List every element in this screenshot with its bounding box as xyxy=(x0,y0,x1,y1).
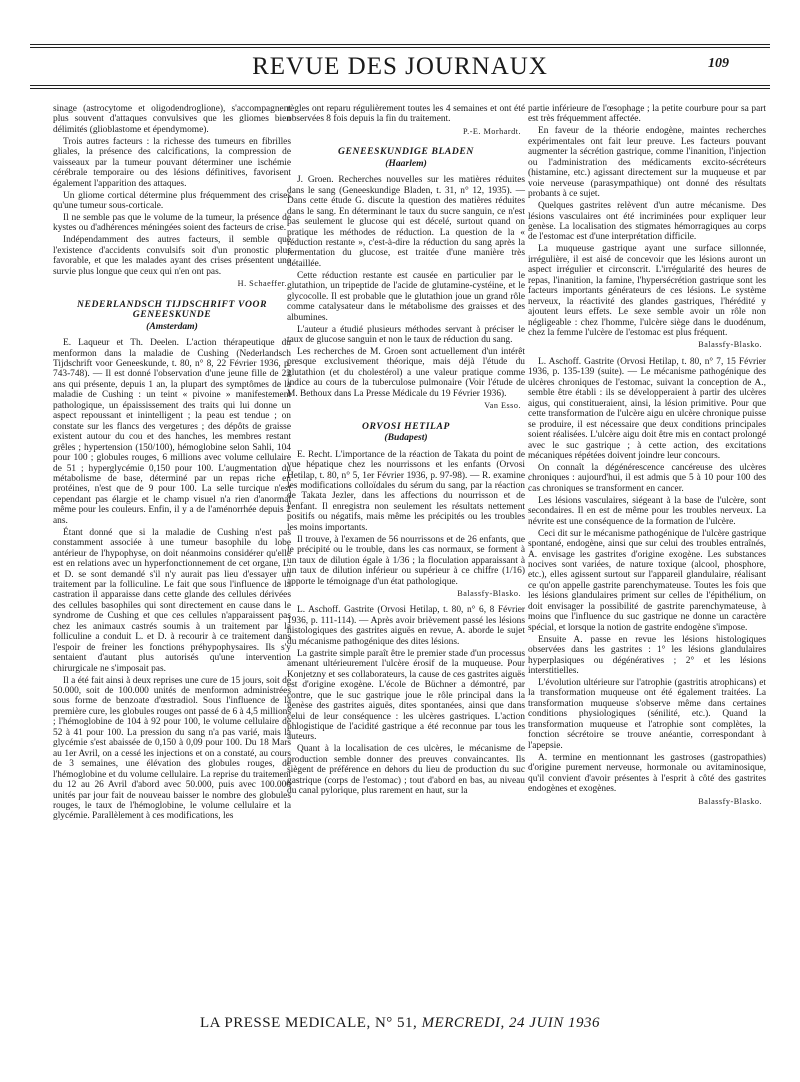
paragraph: Trois autres facteurs : la richesse des tumeurs en fibrilles gliales, la présence des calcifications, la compression de vaisseaux par la tumeur pouvant déterminer une ischémie cérébrale temporaire ou des lésions définitives, favorisent également l'apparition des attaques. xyxy=(53,136,291,189)
page-number: 109 xyxy=(708,56,729,71)
signature: Balassfy-Blasko. xyxy=(698,796,762,806)
paragraph: Quant à la localisation de ces ulcères, le mécanisme de production semble donner des preuves convaincantes. Ils siègent de préférence en dehors du lieu de production du suc gastrique (corps de l'estomac) ; tout d'abord en bas, au niveau du canal pylorique, plus rarement en haut, sur la xyxy=(287,744,525,797)
paragraph: On connaît la dégénérescence cancéreuse des ulcères chroniques : aujourd'hui, il est admis que 5 à 10 pour 100 des cas chroniques se transforment en cancer. xyxy=(528,462,766,494)
paragraph: Quelques gastrites relèvent d'un autre mécanisme. Des lésions vasculaires ont été incriminées pour expliquer leur genèse. La localisation des stigmates hémorragiques au corps de l'estomac est d'une interprétation difficile. xyxy=(528,201,766,243)
footer-date: MERCREDI, 24 JUIN 1936 xyxy=(421,1015,601,1031)
paragraph: partie inférieure de l'œsophage ; la petite courbure pour sa part est très fréquemment affectée. xyxy=(528,104,766,125)
paragraph: règles ont reparu régulièrement toutes les 4 semaines et ont été observées 8 fois depuis la fin du traitement. xyxy=(287,104,525,125)
paragraph: Étant donné que si la maladie de Cushing n'est pas constamment associée à une tumeur basophile du lobe antérieur de l'hypophyse, on doit néanmoins considérer qu'elle est en relations avec un hyperfonctionnement de cet organe, L. et D. se sont demandé s'il n'y aurait pas lieu d'essayer un traitement par la folliculine. Le fait que sous l'influence de la castration il apparaisse dans cette glande des cellules dérivées des cellules basophiles qui sont directement en cause dans le syndrome de Cushing et que ces cellules n'apparaissent pas chez les animaux castrés soumis à un traitement par la folliculine a conduit L. et D. à recourir à ce traitement dans l'espoir de freiner les fonctions préhypophysaires. Ils s'y sentaient d'autant plus autorisés qu'une intervention chirurgicale ne s'imposait pas. xyxy=(53,527,291,674)
paragraph: La gastrite simple paraît être le premier stade d'un processus amenant ultérieurement l'ulcère érosif de la muqueuse. Pour Konjetzny et ses collaborateurs, la cause de ces gastrites aiguës est d'origine exogène. L'école de Büchner a démontré, par contre, que le suc gastrique joue le rôle principal dans la genèse des gastrites aiguës, dites spontanées, ainsi que dans celui de leur conséquence : les ulcères gastriques. L'action phlogistique de l'acidité gastrique a été reconnue par tous les auteurs. xyxy=(287,648,525,743)
column-2 xyxy=(287,104,525,798)
article-paragraph: L. Aschoff. Gastrite (Orvosi Hetilap, t. 80, n° 6, 8 Février 1936, p. 111-114). — Après avoir brièvement passé les lésions histologiques des gastrites aiguës en revue, A. aborde le sujet du mécanisme pathogénique des dites lésions. xyxy=(287,605,525,647)
column-1 xyxy=(53,104,291,823)
header-rule-bottom xyxy=(30,85,770,86)
paragraph: Un gliome cortical détermine plus fréquemment des crises qu'une tumeur sous-corticale. xyxy=(53,190,291,212)
paragraph: A. termine en mentionnant les gastroses (gastropathies) d'origine purement nerveuse, hormonale ou avitaminosique, qu'il convient d'avoir présentes à l'esprit à côté des gastrites endogènes et exogènes. xyxy=(528,752,766,795)
paragraph: Indépendamment des autres facteurs, il semble que l'existence d'accidents convulsifs soit d'un pronostic plus favorable, et que les malades ayant des crises présentent une survie plus longue que ceux qui n'en ont pas. xyxy=(53,235,291,277)
paragraph: La muqueuse gastrique ayant une surface sillonnée, irrégulière, il est aisé de concevoir que les lésions auront un aspect irrégulier et circonscrit. L'irrégularité des heures de repas, l'inanition, la famine, l'hypersécrétion gastrique sont les facteurs importants générateurs de ces lésions. Le système nerveux, la réactivité des glandes gastriques, l'hérédité y ajoutent leurs effets. Le sexe semble avoir un rôle non négligeable : chez l'homme, l'ulcère siège dans le duodénum, chez la femme l'ulcère de l'estomac est plus fréquent. xyxy=(528,244,766,339)
page-title: REVUE DES JOURNAUX xyxy=(252,53,548,80)
paragraph: L'auteur a étudié plusieurs méthodes servant à préciser le taux de glucose sanguin et non le taux de réduction du sang. xyxy=(287,324,525,346)
paragraph: Les recherches de M. Groen sont actuellement d'un intérêt presque exclusivement théorique, mais déjà l'étude du glutathion (et du cholestérol) a une valeur pratique comme indice au cours de la tuberculose pulmonaire (Voir l'étude de M. Bethoux dans La Presse Médicale du 19 Février 1936). xyxy=(287,347,525,399)
section-title: GENEESKUNDIGE BLADEN xyxy=(338,146,474,158)
article-paragraph: L. Aschoff. Gastrite (Orvosi Hetilap, t. 80, n° 7, 15 Février 1936, p. 135-139 (suite). — Le mécanisme pathogénique des ulcères chroniques de l'estomac, suivant la conception de A., semble être établi : ils se développeraient à partir des ulcères aigus, qui constitueraient, ainsi, la lésion primitive. Pour que cette transformation de l'ulcère aigu en ulcère chronique puisse se produire, il est nécessaire que deux conditions principales soient réalisées. L'ulcère aigu doit être mis en contact prolongé avec le suc gastrique ; à cette action, des excitations mécaniques répétées doivent joindre leur concours. xyxy=(528,356,766,461)
paragraph: L'évolution ultérieure sur l'atrophie (gastritis atrophicans) et la transformation muqueuse ont été également traitées. La transformation muqueuse s'observe même dans certaines conditions physiologiques (sénilité, etc.). Quand la transformation muqueuse et l'atrophie sont complètes, la fonction sécrétoire se trouve anéantie, correspondant à l'apepsie. xyxy=(528,678,766,751)
article-paragraph: J. Groen. Recherches nouvelles sur les matières réduites dans le sang (Geneeskundige Bladen, t. 31, n° 12, 1935). — Dans cette étude G. discute la question des matières réduites dans le sang. En déterminant le taux du sucre sanguin, ce n'est pas seulement le glucose qui est décelé, surtout quand on pratique les méthodes de réduction. La question de la « réduction restante », c'est-à-dire la réduction du sang après la fermentation du glucose, est traitée d'une manière très détaillée. xyxy=(287,175,525,269)
paragraph: Il a été fait ainsi à deux reprises une cure de 15 jours, soit de 50.000, soit de 100.000 unités de menformon administrées sous forme de benzoate d'œstradiol. Sous l'influence de la première cure, les globules rouges ont passé de 6 à 4,5 millions ; l'hémoglobine de 104 à 92 pour 100, le volume cellulaire de 52 à 41 pour 100. La pression du sang n'a pas varié, mais la glycémie s'est abaissée de 0,150 à 0,09 pour 100. Du 18 Mars au 1er Avril, on a cessé les injections et on a constaté, au cours de 3 semaines, une élévation des globules rouges, de l'hémoglobine et du volume cellulaire. La reprise du traitement du 12 au 26 Avril d'abord avec 50.000, puis avec 100.000 unités par jour fait de nouveau baisser le nombre des globules rouges, le taux de l'hémoglobine, le volume cellulaire et la glycémie. Parallèlement à ces modifications, les xyxy=(53,675,291,822)
section-city: (Amsterdam) xyxy=(146,320,198,332)
header-rule-top xyxy=(30,44,770,45)
paragraph: Il trouve, à l'examen de 56 nourrissons et de 26 enfants, que le précipité ou le trouble, dans les cas normaux, se forment à un taux de dilution égale à 1/36 ; la floculation apparaissant à un taux de dilution inférieur ou supérieur à ce chiffre (1/16) apporte le témoignage d'un état pathologique. xyxy=(287,534,525,587)
section-city: (Haarlem) xyxy=(385,157,427,169)
header-rule-bottom-2 xyxy=(30,88,770,89)
paragraph: Il ne semble pas que le volume de la tumeur, la présence de kystes ou d'adhérences méningées soient des facteurs de crise. xyxy=(53,213,291,234)
section-title: ORVOSI HETILAP xyxy=(362,420,450,432)
signature: H. Schaeffer. xyxy=(237,279,287,289)
header-rule-top-2 xyxy=(30,47,770,48)
page-footer xyxy=(0,1015,800,1032)
signature: P.-E. Morhardt. xyxy=(463,126,521,136)
paragraph: Ensuite A. passe en revue les lésions histologiques observées dans les gastrites : 1° les lésions glandulaires hyperplasiques ou dégénératives ; 2° et les lésions interstitielles. xyxy=(528,634,766,677)
paragraph: Les lésions vasculaires, siégeant à la base de l'ulcère, sont secondaires. Il en est de même pour les troubles nerveux. La névrite est une conséquence de la formation de l'ulcère. xyxy=(528,495,766,527)
paragraph: Ceci dit sur le mécanisme pathogénique de l'ulcère gastrique spontané, endogène, ainsi que sur celui des troubles entraînés, A. envisage les gastrites d'origine exogène. Les substances nocives sont variées, de nature toxique (alcool, phosphore, etc.), elles agissent surtout sur l'appareil glandulaire, réalisant ce qu'on appelle gastrite parenchymateuse. Toutes les fois que les lésions glandulaires priment sur celles de l'épithélium, on doit envisager la possibilité de gastrite parenchymateuse, à moins que l'influence du suc gastrique ne donne un caractère spécial, et lorsque la notion de gastrite endogène s'impose. xyxy=(528,528,766,633)
column-3 xyxy=(528,104,766,813)
article-paragraph: E. Recht. L'importance de la réaction de Takata du point de vue hépatique chez les nourrissons et les enfants (Orvosi Hetilap, t. 80, n° 5, 1er Février 1936, p. 97-98). — R. examine les modifications colloïdales du sérum du sang, par la réaction de Takata Jezler, dans les affections du nourrisson et de l'enfant. Il enregistra non seulement les résultats nettement positifs ou négatifs, mais même les précipités ou les troubles les moins importants. xyxy=(287,449,525,533)
paragraph: En faveur de la théorie endogène, maintes recherches expérimentales ont fait leur preuve. Les facteurs pouvant augmenter la sécrétion gastrique, comme l'inanition, l'injection ou l'administration des médicaments excito-sécréteurs (histamine, etc.) agissant directement sur la muqueuse et par voie nerveuse (parasympathique) ont donné des résultats probants à ce sujet. xyxy=(528,126,766,200)
section-title: NEDERLANDSCH TIJDSCHRIFT VOOR GENEESKUNDE xyxy=(76,298,268,321)
section-city: (Budapest) xyxy=(384,432,428,444)
paragraph: Cette réduction restante est causée en particulier par le glutathion, un tripeptide de l'acide de glutamine-cystéine, et le glycocolle. Il est probable que le glutathion joue un grand rôle comme catalysateur dans le métabolisme des graisses et des albumines. xyxy=(287,270,525,323)
signature: Balassfy-Blasko. xyxy=(457,589,521,599)
signature: Van Esso. xyxy=(484,401,521,411)
signature: Balassfy-Blasko. xyxy=(698,340,762,350)
footer-journal: LA PRESSE MEDICALE, N° 51, xyxy=(199,1015,418,1031)
paragraph: sinage (astrocytome et oligodendroglione), s'accompagnent plus souvent d'attaques convulsives que les gliomes bien délimités (glioblastome et épendymome). xyxy=(53,104,291,135)
article-paragraph: E. Laqueur et Th. Deelen. L'action thérapeutique du menformon dans la maladie de Cushing (Nederlandsch Tijdschrift voor Geneeskunde, t. 80, n° 8, 22 Février 1936, p. 743-748). — Il est donné l'observation d'une jeune fille de 23 ans qui présente, depuis 1 an, la plupart des symptômes de la maladie de Cushing : un teint « pivoine » manifestement pathologique, un épaississement des traits qui lui donne un aspect repoussant et inintelligent ; la peau est tendue ; on constate sur les flancs des vergetures ; des dépôts de graisse existent autour du cou et des hanches, les membres restant grêles ; hypertension (150/100), hémoglobine selon Sahli, 104 pour 100 ; globules rouges, 6 millions avec volume cellulaire de 51 ; hyperglycémie 0,150 pour 100. L'augmentation du métabolisme de base, déterminé par un repas riche en protéines, n'est que de 9 pour 100. La selle turcique n'est cependant pas élargie et le champ visuel n'a rien d'anormal même pour les couleurs. Enfin, il y a de l'aménorrhée depuis 2 ans. xyxy=(53,338,291,526)
